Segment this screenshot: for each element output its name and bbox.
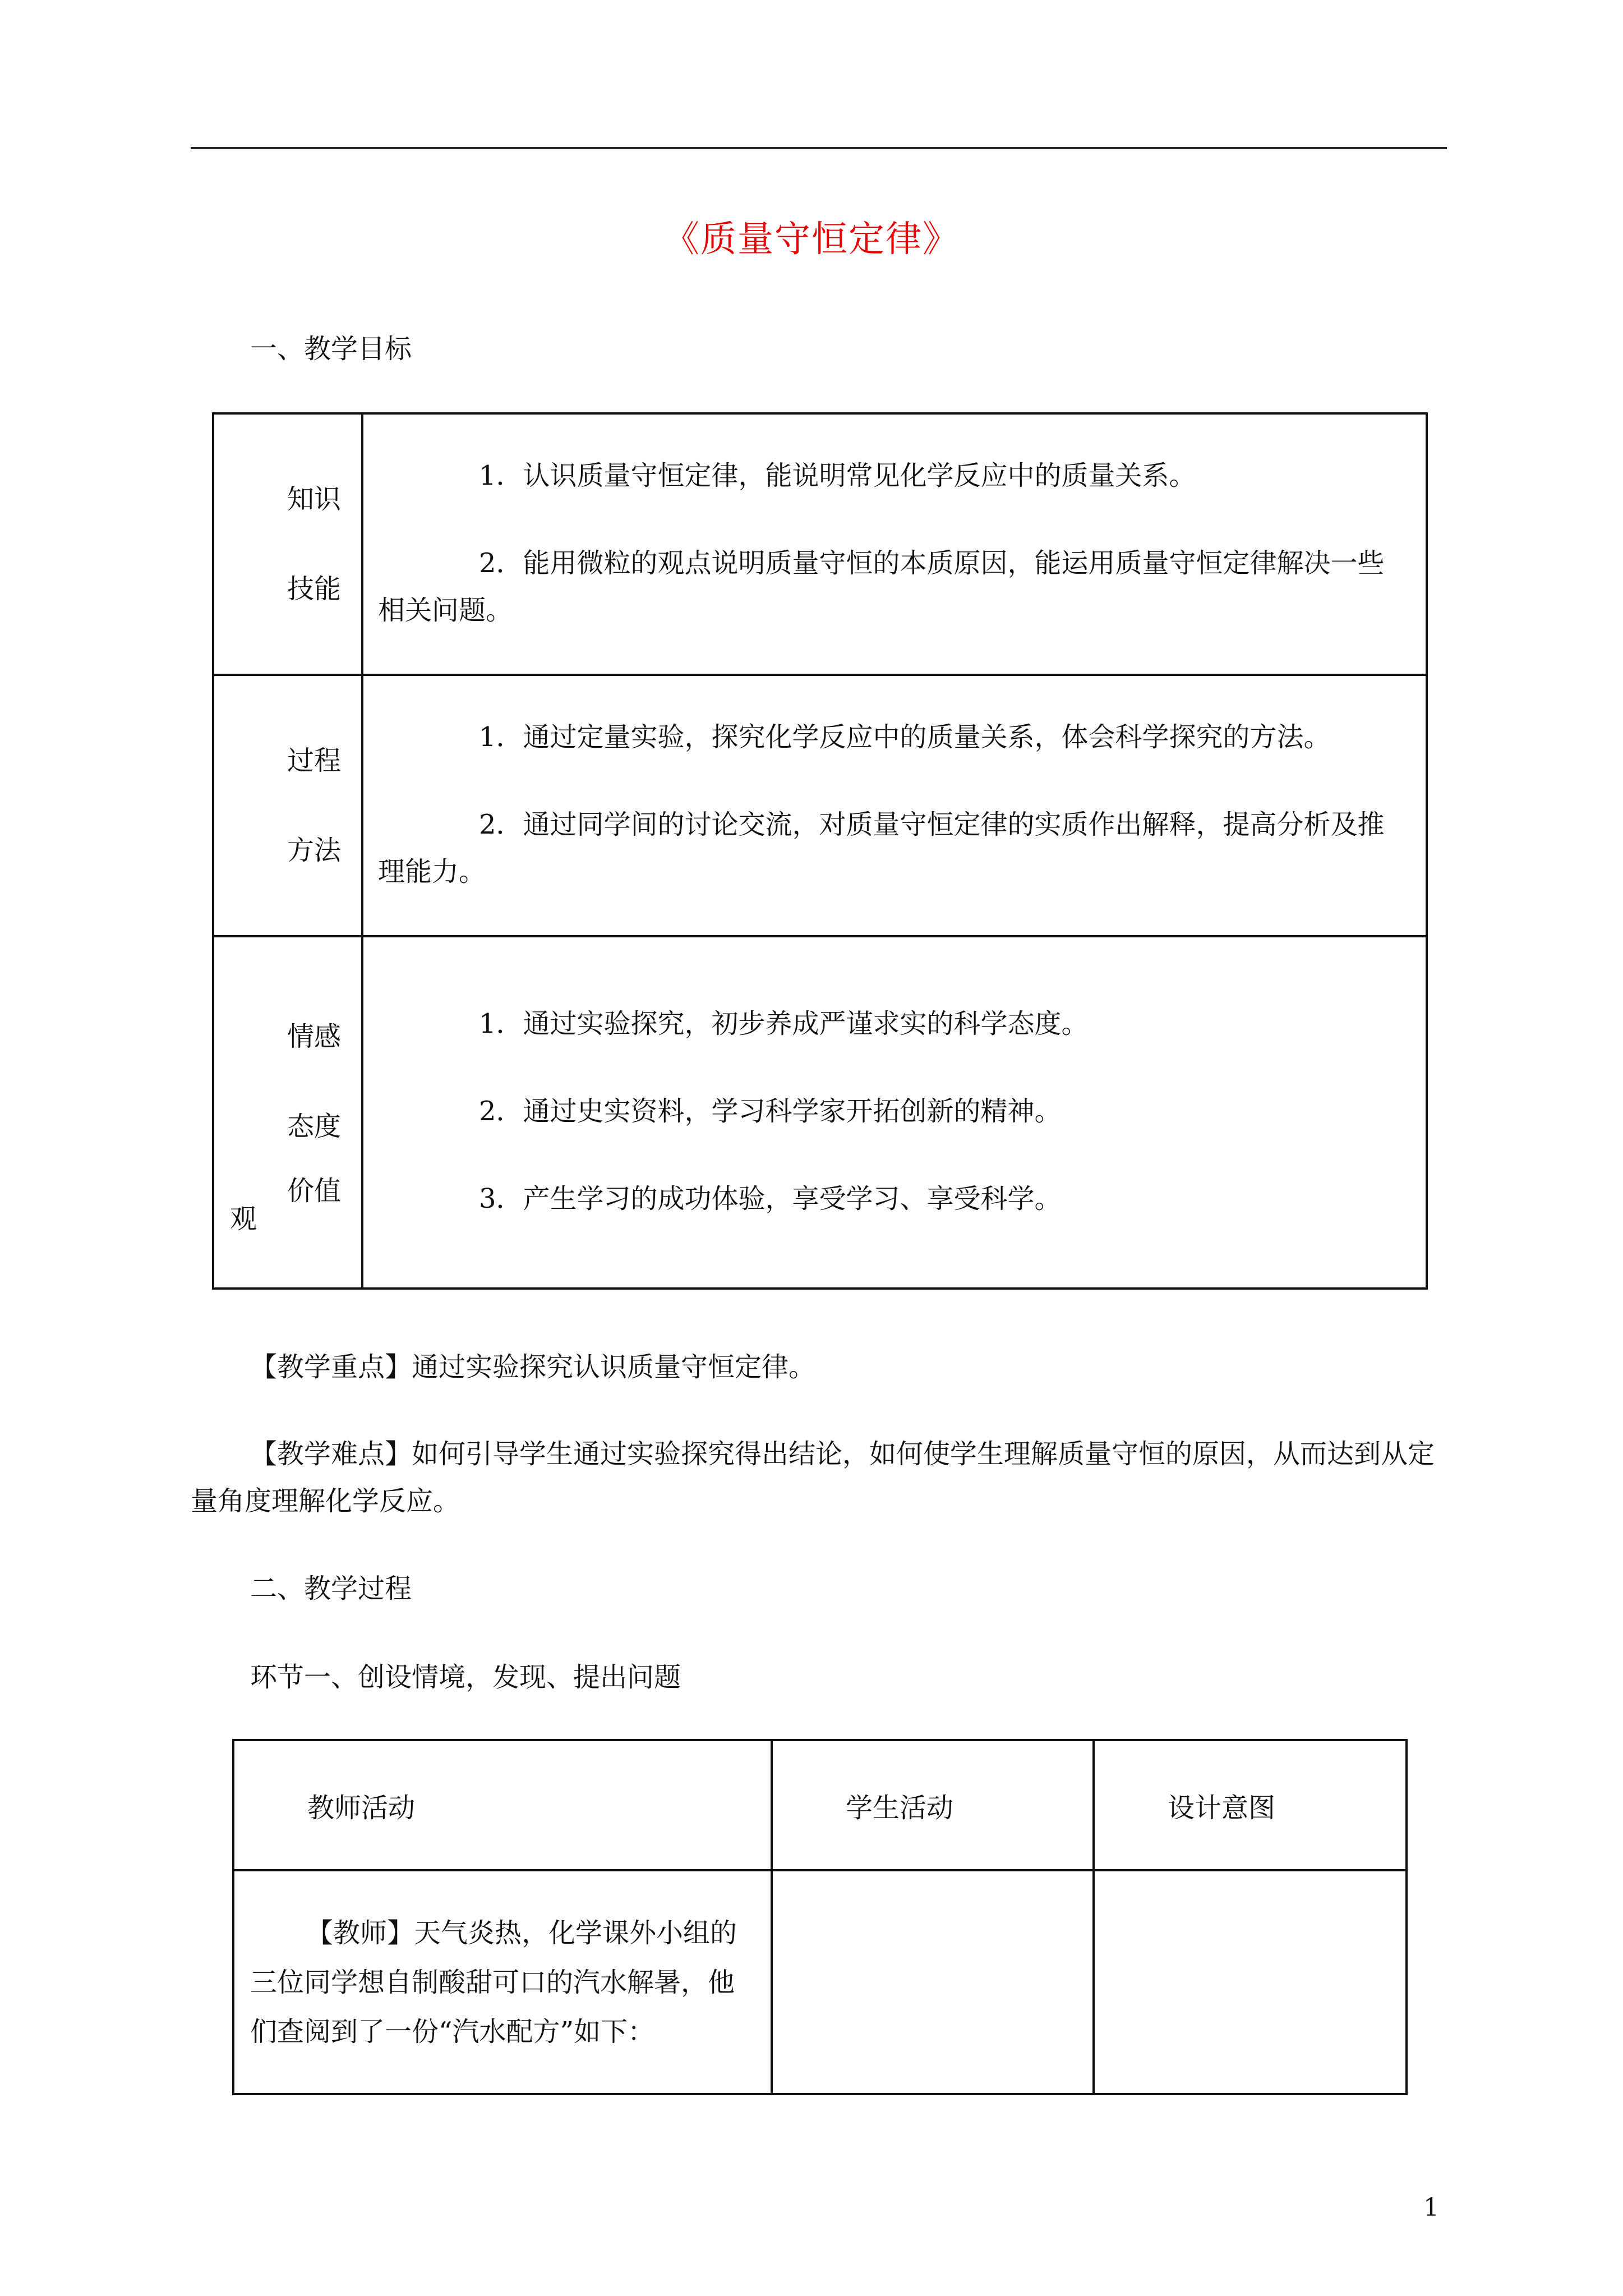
objectives-content-process: [362, 675, 1427, 936]
objectives-table: [212, 412, 1428, 1290]
activity-table: [232, 1739, 1408, 2095]
design-intent-cell: [1094, 1870, 1407, 2094]
student-activity-cell: [772, 1870, 1094, 2094]
objectives-content-knowledge: [362, 413, 1427, 675]
label-line: 情感: [287, 1021, 342, 1052]
teacher-activity-text: 【教师】天气炎热，化学课外小组的三位同学想自制酸甜可口的汽水解暑，他们查阅到了一份“汽水配方”如下：: [250, 1917, 737, 2047]
objectives-row-attitude: [213, 936, 1427, 1289]
objective-item: 1．通过定量实验，探究化学反应中的质量关系，体会科学探究的方法。: [479, 721, 1331, 753]
page-number: 1: [1423, 2193, 1439, 2222]
objective-item: 1．认识质量守恒定律，能说明常见化学反应中的质量关系。: [479, 460, 1196, 491]
label-line: 方法: [287, 835, 342, 866]
section-heading-process: 二、教学过程: [250, 1573, 412, 1604]
activity-table-header: [233, 1740, 1407, 1870]
objectives-row-process: [213, 675, 1427, 936]
label-line: 过程: [287, 745, 342, 776]
teacher-activity-cell: [233, 1870, 772, 2094]
step-heading: 环节一、创设情境，发现、提出问题: [250, 1662, 681, 1693]
section-heading-objectives: 一、教学目标: [250, 333, 412, 365]
activity-table-row: [233, 1870, 1407, 2094]
objective-item: 1．通过实验探究，初步养成严谨求实的科学态度。: [479, 1008, 1089, 1039]
document-title: 《质量守恒定律》: [663, 219, 960, 260]
header-teacher-activity: 教师活动: [233, 1740, 772, 1870]
header-design-intent: 设计意图: [1094, 1740, 1407, 1870]
objectives-content-attitude: [362, 936, 1427, 1289]
label-line-tail: 观: [230, 1203, 257, 1235]
difficulty: 【教学难点】如何引导学生通过实验探究得出结论，如何使学生理解质量守恒的原因，从而达到从定量角度理解化学反应。: [191, 1438, 1435, 1517]
label-line: 知识: [287, 484, 342, 515]
objective-item: 2．通过同学间的讨论交流，对质量守恒定律的实质作出解释，提高分析及推理能力。: [378, 809, 1385, 887]
objective-item: 3．产生学习的成功体验，享受学习、享受科学。: [479, 1183, 1062, 1214]
label-line: 技能: [287, 573, 342, 605]
header-rule: [191, 147, 1447, 149]
objectives-label-attitude: [213, 936, 362, 1289]
label-line: 价值: [287, 1175, 342, 1207]
label-line: 态度: [287, 1111, 342, 1142]
key-point: 【教学重点】通过实验探究认识质量守恒定律。: [250, 1351, 816, 1383]
objectives-label-knowledge: [213, 413, 362, 675]
objective-item: 2．通过史实资料，学习科学家开拓创新的精神。: [479, 1096, 1062, 1127]
objectives-label-process: [213, 675, 362, 936]
objectives-row-knowledge: [213, 413, 1427, 675]
objective-item: 2．能用微粒的观点说明质量守恒的本质原因，能运用质量守恒定律解决一些相关问题。: [378, 547, 1385, 626]
header-student-activity: 学生活动: [772, 1740, 1094, 1870]
